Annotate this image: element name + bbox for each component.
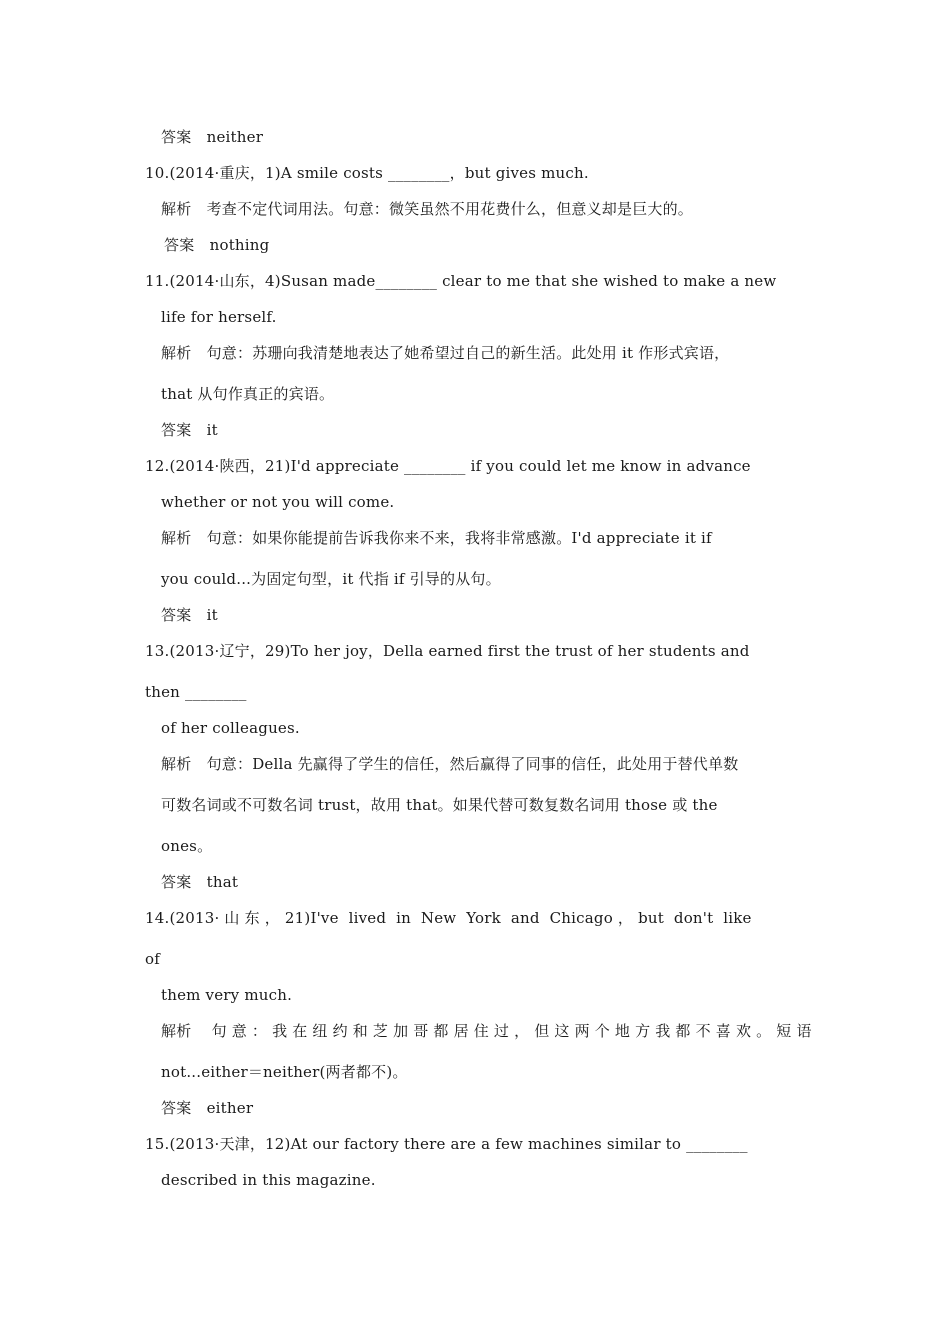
- explanation-14-line1: 解析 句 意 ： 我 在 纽 约 和 芝 加 哥 都 居 住 过 ， 但 这 两 个 地 方 我 都 不 喜 欢 。 短 语: [161, 1022, 812, 1040]
- question-13-line3: of her colleagues.: [161, 719, 300, 737]
- answer-14: 答案 either: [161, 1099, 254, 1117]
- question-12-line2: whether or not you will come.: [161, 493, 395, 511]
- question-14-line1: 14.(2013· 山 东 ， 21)I've lived in New York and Chicago ， but don't like: [145, 909, 752, 927]
- explanation-13-line3: ones。: [161, 837, 213, 855]
- explanation-13-line1: 解析 句意：Della 先赢得了学生的信任，然后赢得了同事的信任，此处用于替代单数: [161, 755, 739, 773]
- explanation-13-line2: 可数名词或不可数名词 trust，故用 that。如果代替可数复数名词用 those 或 the: [161, 796, 718, 814]
- explanation-11-line1: 解析 句意：苏珊向我清楚地表达了她希望过自己的新生活。此处用 it 作形式宾语，: [161, 344, 730, 362]
- question-11-line1: 11.(2014·山东，4)Susan made________ clear to me that she wished to make a new: [145, 272, 777, 290]
- question-10: 10.(2014·重庆，1)A smile costs ________，but gives much.: [145, 164, 589, 182]
- explanation-10: 解析 考查不定代词用法。句意：微笑虽然不用花费什么，但意义却是巨大的。: [161, 200, 694, 218]
- answer-13: 答案 that: [161, 873, 239, 891]
- explanation-11-line2: that 从句作真正的宾语。: [161, 385, 335, 403]
- question-14-line3: them very much.: [161, 986, 293, 1004]
- explanation-12-line2: you could...为固定句型，it 代指 if 引导的从句。: [161, 570, 501, 588]
- question-15-line2: described in this magazine.: [161, 1171, 376, 1189]
- answer-9: 答案 neither: [161, 128, 264, 146]
- question-15-line1: 15.(2013·天津，12)At our factory there are a few machines similar to ________: [145, 1135, 748, 1153]
- question-11-line2: life for herself.: [161, 308, 277, 326]
- question-13-line1: 13.(2013·辽宁，29)To her joy，Della earned first the trust of her students and: [145, 642, 750, 660]
- explanation-12-line1: 解析 句意：如果你能提前告诉我你来不来，我将非常感激。I'd appreciate it if: [161, 529, 712, 547]
- answer-11: 答案 it: [161, 421, 218, 439]
- answer-10: 答案 nothing: [164, 236, 270, 254]
- question-14-line2: of: [145, 950, 160, 968]
- answer-12: 答案 it: [161, 606, 218, 624]
- question-12-line1: 12.(2014·陕西，21)I'd appreciate ________ if you could let me know in advance: [145, 457, 751, 475]
- explanation-14-line2: not...either＝neither(两者都不)。: [161, 1063, 408, 1081]
- question-13-line2: then ________: [145, 683, 247, 701]
